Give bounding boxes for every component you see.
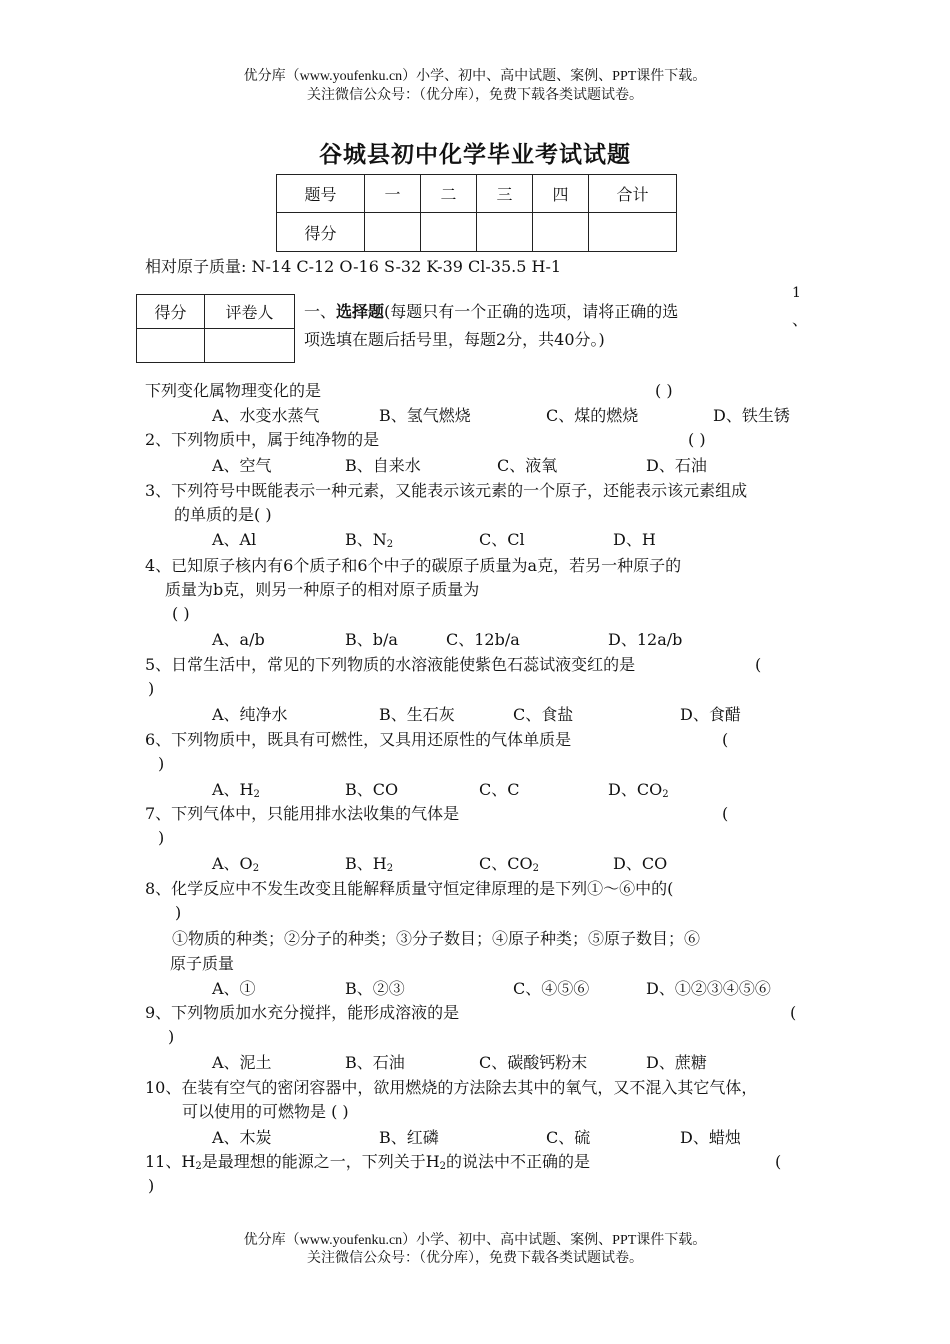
question-7-paren-close: ) <box>158 828 165 847</box>
margin-mark: 、 <box>792 310 809 329</box>
grader-score-label: 得分 <box>137 295 205 329</box>
q5-option-a: A、纯净水 <box>212 705 288 724</box>
score-cell[interactable] <box>421 213 477 252</box>
question-8-paren-close: ) <box>175 903 182 922</box>
question-6-paren-open[interactable]: ( <box>722 730 729 749</box>
q4-option-a: A、a/b <box>212 630 265 649</box>
score-cell[interactable] <box>589 213 677 252</box>
score-header-cell: 一 <box>365 175 421 213</box>
q7-option-b: B、$H_2$ <box>345 854 394 874</box>
section-prefix: 一、 <box>304 302 337 321</box>
q3-option-a: A、Al <box>212 530 257 549</box>
q8-option-a: A、① <box>212 979 256 998</box>
question-4-answer-blank[interactable]: ( ) <box>172 604 190 623</box>
section-title: 选择题 <box>336 302 385 321</box>
score-header-cell: 二 <box>421 175 477 213</box>
q2-option-a: A、空气 <box>212 456 272 475</box>
question-7-text: 7、下列气体中，只能用排水法收集的气体是 <box>145 804 460 823</box>
question-2-text: 2、下列物质中，属于纯净物的是 <box>145 430 380 449</box>
q8-option-c: C、④⑤⑥ <box>513 979 590 998</box>
question-5-paren-open[interactable]: ( <box>755 655 762 674</box>
q9-option-a: A、泥土 <box>212 1053 272 1072</box>
question-9-paren-open[interactable]: ( <box>790 1003 797 1022</box>
question-8-line-3: ①物质的种类；②分子的种类；③分子数目；④原子种类；⑤原子数目；⑥ <box>172 929 701 948</box>
section-instructions: (每题只有一个正确的选项，请将正确的选 <box>384 302 679 321</box>
q2-option-b: B、自来水 <box>345 456 421 475</box>
q5-option-c: C、食盐 <box>513 705 574 724</box>
q6-option-a: A、$H_2$ <box>212 780 260 800</box>
question-11-paren-open[interactable]: ( <box>775 1152 782 1171</box>
q10-option-b: B、红磷 <box>379 1128 439 1147</box>
q7-option-d: D、CO <box>613 854 668 873</box>
question-2-answer-blank[interactable]: ( ) <box>688 430 706 449</box>
margin-number: 1 <box>792 285 801 301</box>
score-cell[interactable] <box>533 213 589 252</box>
q9-option-d: D、蔗糖 <box>646 1053 707 1072</box>
atomic-masses: 相对原子质量: N-14 C-12 O-16 S-32 K-39 Cl-35.5 H-1 <box>145 257 562 276</box>
q6-option-d: D、$CO_2$ <box>608 780 669 800</box>
page-title: 谷城县初中化学毕业考试试题 <box>319 141 631 168</box>
question-3-line-2: 的单质的是( ) <box>174 505 272 524</box>
q9-option-b: B、石油 <box>345 1053 405 1072</box>
q8-option-d: D、①②③④⑤⑥ <box>646 979 771 998</box>
q3-option-d: D、H <box>613 530 656 549</box>
question-8-line-4: 原子质量 <box>170 954 235 973</box>
q4-option-b: B、b/a <box>345 630 398 649</box>
q3-option-b: B、$N_2$ <box>345 530 394 550</box>
q1-option-a: A、水变水蒸气 <box>212 406 320 425</box>
section-heading <box>304 302 678 322</box>
q1-option-b: B、氢气燃烧 <box>379 406 471 425</box>
q2-option-d: D、石油 <box>646 456 707 475</box>
footer-line-2: 关注微信公众号：（优分库），免费下载各类试题试卷。 <box>307 1251 643 1266</box>
grader-name-cell[interactable] <box>205 329 295 363</box>
score-row-label: 得分 <box>277 213 365 252</box>
question-9-paren-close: ) <box>168 1027 175 1046</box>
grader-table <box>136 294 295 363</box>
question-6-paren-close: ) <box>158 754 165 773</box>
score-table <box>276 174 677 252</box>
question-1-text: 下列变化属物理变化的是 <box>145 381 322 400</box>
question-9-text: 9、下列物质加水充分搅拌，能形成溶液的是 <box>145 1003 460 1022</box>
q4-option-d: D、12a/b <box>608 630 683 649</box>
q5-option-d: D、食醋 <box>680 705 741 724</box>
question-6-text: 6、下列物质中，既具有可燃性，又具用还原性的气体单质是 <box>145 730 572 749</box>
question-5-paren-close: ) <box>148 679 155 698</box>
q1-option-c: C、煤的燃烧 <box>546 406 639 425</box>
q9-option-c: C、碳酸钙粉末 <box>479 1053 588 1072</box>
question-11-text: 11、$H_2$是最理想的能源之一，下列关于$H_2$的说法中不正确的是 <box>145 1152 591 1172</box>
score-cell[interactable] <box>477 213 533 252</box>
question-3-line-1: 3、下列符号中既能表示一种元素，又能表示该元素的一个原子，还能表示该元素组成 <box>145 481 748 500</box>
q10-option-c: C、硫 <box>546 1128 591 1147</box>
q10-option-d: D、蜡烛 <box>680 1128 741 1147</box>
q1-option-d: D、铁生锈 <box>713 406 790 425</box>
q8-option-b: B、②③ <box>345 979 405 998</box>
score-header-cell: 四 <box>533 175 589 213</box>
question-10-line-2: 可以使用的可燃物是 ( ) <box>182 1102 349 1121</box>
q3-option-c: C、Cl <box>479 530 525 549</box>
question-1-answer-blank[interactable]: ( ) <box>655 381 673 400</box>
q7-option-c: C、$CO_2$ <box>479 854 539 874</box>
question-4-line-1: 4、已知原子核内有6个质子和6个中子的碳原子质量为a克，若另一种原子的 <box>145 556 682 575</box>
question-8-line-1: 8、化学反应中不发生改变且能解释质量守恒定律原理的是下列①～⑥中的( <box>145 879 674 898</box>
question-11-paren-close: ) <box>148 1176 155 1195</box>
section-heading-line2: 项选填在题后括号里，每题2分，共40分。) <box>304 330 605 349</box>
q4-option-c: C、12b/a <box>446 630 520 649</box>
q6-option-c: C、C <box>479 780 520 799</box>
header-line-2: 关注微信公众号：（优分库），免费下载各类试题试卷。 <box>307 88 643 103</box>
score-header-cell: 三 <box>477 175 533 213</box>
q10-option-a: A、木炭 <box>212 1128 272 1147</box>
header-line-1: 优分库（www.youfenku.cn）小学、初中、高中试题、案例、PPT课件下载。 <box>243 69 707 84</box>
question-7-paren-open[interactable]: ( <box>722 804 729 823</box>
question-10-line-1: 10、在装有空气的密闭容器中，欲用燃烧的方法除去其中的氧气，又不混入其它气体， <box>145 1078 758 1097</box>
footer-line-1: 优分库（www.youfenku.cn）小学、初中、高中试题、案例、PPT课件下载。 <box>243 1233 707 1248</box>
grader-score-cell[interactable] <box>137 329 205 363</box>
grader-name-label: 评卷人 <box>205 295 295 329</box>
score-header-cell: 合计 <box>589 175 677 213</box>
q6-option-b: B、CO <box>345 780 399 799</box>
question-4-line-2: 质量为b克，则另一种原子的相对原子质量为 <box>165 580 480 599</box>
question-5-text: 5、日常生活中，常见的下列物质的水溶液能使紫色石蕊试液变红的是 <box>145 655 636 674</box>
score-header-cell: 题号 <box>277 175 365 213</box>
score-cell[interactable] <box>365 213 421 252</box>
q7-option-a: A、$O_2$ <box>212 854 260 874</box>
q2-option-c: C、液氧 <box>497 456 558 475</box>
q5-option-b: B、生石灰 <box>379 705 455 724</box>
